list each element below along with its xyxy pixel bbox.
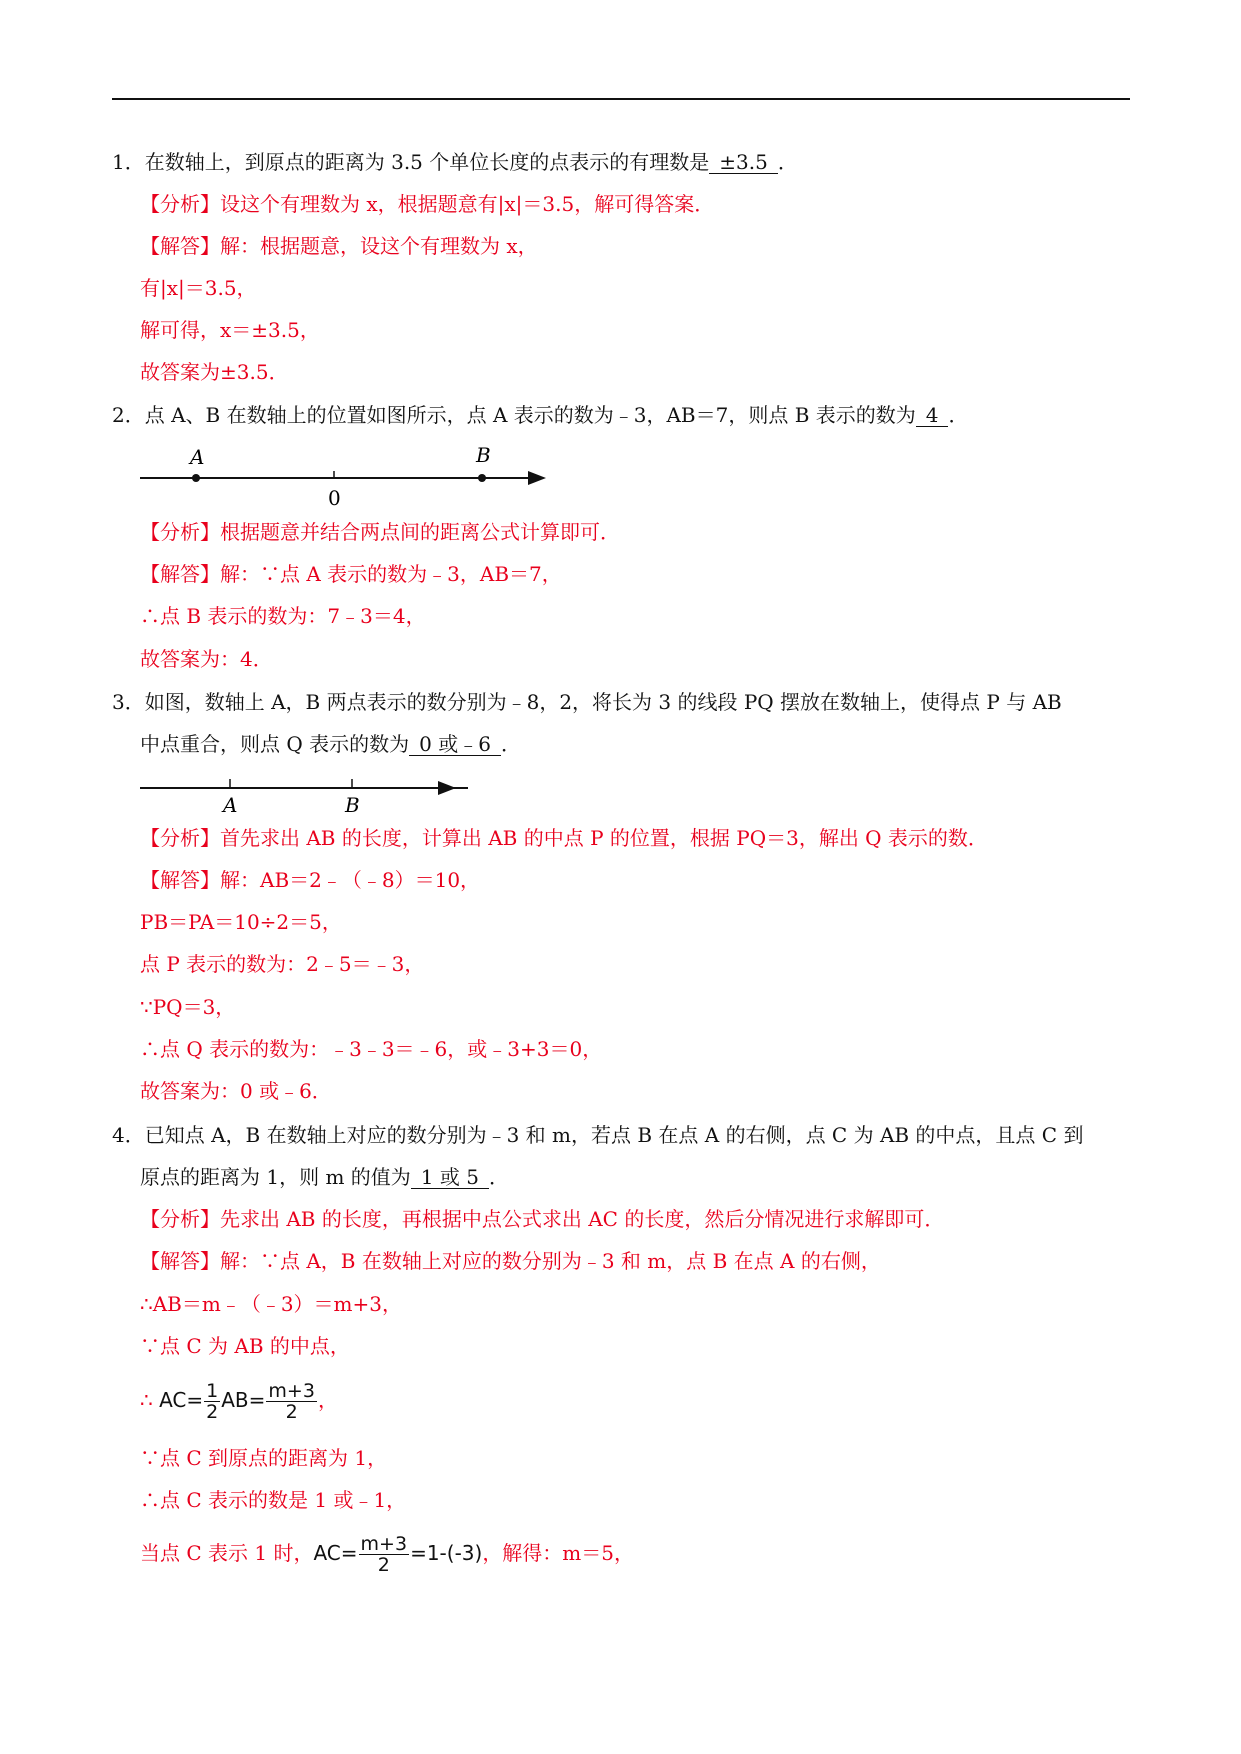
solution-line: 点 P 表示的数为：2﹣5＝﹣3，: [140, 952, 425, 976]
solution-line: ∵点 C 到原点的距离为 1，: [140, 1446, 388, 1470]
question-stem: 点 A、B 在数轴上的位置如图所示，点 A 表示的数为﹣3，AB＝7，则点 B 表示的数为: [144, 403, 916, 427]
solution-line: 【解答】解：∵点 A，B 在数轴上对应的数分别为﹣3 和 m，点 B 在点 A 的右侧，: [140, 1249, 881, 1273]
solution-line: PB＝PA＝10÷2＝5，: [140, 910, 342, 934]
answer-blank: ±3.5: [709, 151, 778, 174]
solution-line: ∵点 C 为 AB 的中点，: [140, 1334, 350, 1358]
question-number: 3．: [112, 690, 145, 714]
question-1: 1．在数轴上，到原点的距离为 3.5 个单位长度的点表示的有理数是 ±3.5 ．: [112, 150, 798, 174]
solution-line: ∵PQ＝3，: [140, 995, 236, 1019]
analysis-text: 【分析】先求出 AB 的长度，再根据中点公式求出 AC 的长度，然后分情况进行求解即可．: [140, 1207, 945, 1231]
formula-ac-half-ab: ∴ AC= $\frac{1}{2}$ AB= $\frac{m+3}{2}$ ，: [140, 1380, 338, 1423]
question-3: [112, 688, 1062, 716]
solution-line: 【解答】解：根据题意，设这个有理数为 x，: [140, 234, 538, 258]
question-number: 1．: [112, 150, 145, 174]
fraction-m-plus-3-over-2: $\frac{m+3}{2}$: [360, 1533, 408, 1576]
analysis-text: 【分析】根据题意并结合两点间的距离公式计算即可．: [140, 520, 620, 544]
label-a: A: [223, 793, 238, 817]
header-rule: [112, 98, 1130, 100]
label-b: B: [476, 443, 491, 467]
number-line-figure-q2: [138, 440, 558, 510]
solution-line: 故答案为：0 或﹣6．: [140, 1079, 332, 1103]
answer-blank: 1 或 5: [411, 1166, 489, 1189]
solution-line: 有|x|＝3.5，: [140, 276, 257, 300]
question-stem: 如图，数轴上 A，B 两点表示的数分别为﹣8，2，将长为 3 的线段 PQ 摆放在数轴上，使得点 P 与 AB: [144, 690, 1062, 714]
solution-line: 【解答】解：∵点 A 表示的数为﹣3，AB＝7，: [140, 562, 562, 586]
point-b: [478, 474, 486, 482]
solution-line: 【解答】解：AB＝2﹣（﹣8）＝10，: [140, 868, 481, 892]
question-stem: 中点重合，则点 Q 表示的数为: [140, 732, 410, 756]
question-stem: 已知点 A，B 在数轴上对应的数分别为﹣3 和 m，若点 B 在点 A 的右侧，点 C 为 AB 的中点，且点 C 到: [144, 1123, 1084, 1147]
solution-line: ∴点 C 表示的数是 1 或﹣1，: [140, 1488, 407, 1512]
answer-blank: 4: [916, 404, 949, 427]
analysis-text: 【分析】首先求出 AB 的长度，计算出 AB 的中点 P 的位置，根据 PQ＝3，解出 Q 表示的数．: [140, 826, 988, 850]
number-line-figure-q3: [138, 768, 468, 818]
fraction-m-plus-3-over-2: $\frac{m+3}{2}$: [268, 1380, 315, 1423]
solution-line: 故答案为：4．: [140, 647, 273, 671]
question-2: 2．点 A、B 在数轴上的位置如图所示，点 A 表示的数为﹣3，AB＝7，则点 B 表示的数为 4 ．: [112, 403, 969, 427]
question-stem: 原点的距离为 1，则 m 的值为: [140, 1165, 411, 1189]
axis-arrow: [528, 471, 546, 485]
question-3-continued: 中点重合，则点 Q 表示的数为 0 或﹣6 ．: [140, 732, 521, 756]
question-stem: 在数轴上，到原点的距离为 3.5 个单位长度的点表示的有理数是: [144, 150, 710, 174]
label-b: B: [345, 793, 360, 817]
question-4-continued: 原点的距离为 1，则 m 的值为 1 或 5 ．: [140, 1165, 509, 1189]
solution-line: ∴AB＝m﹣（﹣3）＝m+3，: [140, 1292, 403, 1316]
solution-line: 解可得，x＝±3.5，: [140, 318, 320, 342]
label-zero: 0: [328, 486, 341, 510]
fraction-one-half: $\frac{1}{2}$: [206, 1380, 219, 1423]
solution-line: ∴点 Q 表示的数为：﹣3﹣3＝﹣6，或﹣3+3＝0，: [140, 1037, 603, 1061]
analysis-text: 【分析】设这个有理数为 x，根据题意有|x|＝3.5，解可得答案．: [140, 192, 715, 216]
solution-line: 故答案为±3.5．: [140, 360, 289, 384]
solution-line: ∴点 B 表示的数为：7﹣3＝4，: [140, 604, 426, 628]
label-a: A: [190, 445, 205, 469]
axis-arrow: [438, 781, 456, 795]
formula-case-c-equals-1: 当点 C 表示 1 时，AC= $\frac{m+3}{2}$ =1-(-3)，解得：m＝5，: [140, 1533, 635, 1576]
question-4: [112, 1121, 1083, 1149]
question-number: 2．: [112, 403, 145, 427]
point-a: [192, 474, 200, 482]
answer-blank: 0 或﹣6: [409, 733, 501, 756]
question-number: 4．: [112, 1123, 145, 1147]
